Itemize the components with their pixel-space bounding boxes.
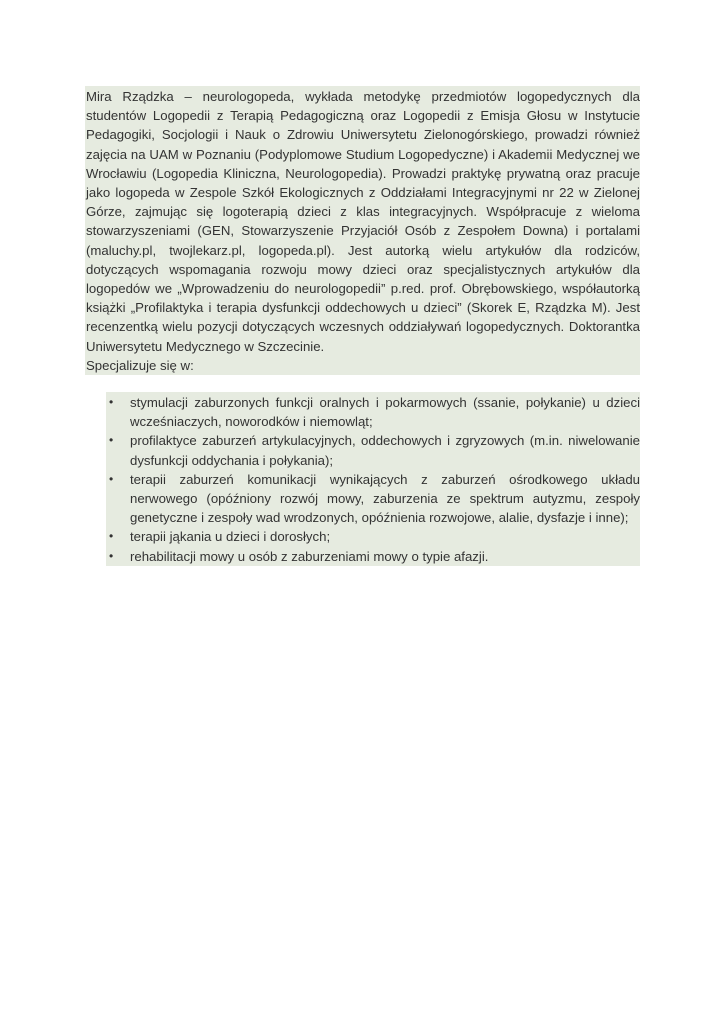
specializations-intro: Specjalizuje się w: (86, 357, 194, 373)
list-item (106, 431, 640, 469)
specializations-list (106, 392, 640, 566)
list-item-text: profilaktyce zaburzeń artykulacyjnych, oddechowych i zgryzowych (m.in. niwelowanie dysfunkcji oddychania i połykania); (130, 433, 640, 468)
list-item (106, 527, 640, 546)
list-item-text: stymulacji zaburzonych funkcji oralnych i pokarmowych (ssanie, połykanie) u dzieci wcześniaczych, noworodków i niemowląt; (130, 395, 640, 430)
list-item-text: rehabilitacji mowy u osób z zaburzeniami mowy o typie afazji. (130, 548, 489, 564)
bullet-icon: • (109, 471, 114, 486)
bullet-icon: • (109, 548, 114, 563)
bullet-icon: • (109, 395, 114, 409)
bio-section (85, 86, 640, 375)
list-item (106, 547, 640, 566)
list-item (106, 470, 640, 528)
bullet-icon: • (109, 433, 114, 448)
list-item (106, 393, 640, 431)
list-item-text: terapii zaburzeń komunikacji wynikających z zaburzeń ośrodkowego układu nerwowego (opóźniony rozwój mowy, zaburzenia ze spektrum autyzmu, zespoły genetyczne i zespoły wad wrodzonych, opóźnienia rozwojowe, alalie, dysfazje i inne); (130, 471, 640, 526)
bullet-icon: • (109, 529, 114, 544)
list-item-text: terapii jąkania u dzieci i dorosłych; (130, 529, 331, 545)
bio-paragraph: Mira Rządzka – neurologopeda, wykłada metodykę przedmiotów logopedycznych dla studentów Logopedii z Terapią Pedagogiczną oraz Logopedii z Emisja Głosu w Instytucie Pedagogiki, Socjologii i Nauk o Zdrowiu Uniwersytetu Zielonogórskiego, prowadzi również zajęcia na UAM w Poznaniu (Podyplomowe Studium Logopedyczne) i Akademii Medycznej we Wrocławiu (Logopedia Kliniczna, Neurologopedia). Prowadzi praktykę prywatną oraz pracuje jako logopeda w Zespole Szkół Ekologicznych z Oddziałami Integracyjnymi nr 22 w Zielonej Górze, zajmując się logoterapią dzieci z klas integracyjnych. Współpracuje z wieloma stowarzyszeniami (GEN, Stowarzyszenie Przyjaciół Osób z Zespołem Downa) i portalami (maluchy.pl, twojlekarz.pl, logopeda.pl). Jest autorką wielu artykułów dla rodziców, dotyczących wspomagania rozwoju mowy dzieci oraz specjalistycznych artykułów dla logopedów we „Wprowadzeniu do neurologopedii” p.red. prof. Obrębowskiego, współautorką książki „Profilaktyka i terapia dysfunkcji oddechowych u dzieci” (Skorek E, Rządzka M). Jest recenzentką wielu pozycji dotyczących wczesnych oddziaływań logopedycznych. Doktorantka Uniwersytetu Medycznego w Szczecinie. (86, 89, 640, 354)
